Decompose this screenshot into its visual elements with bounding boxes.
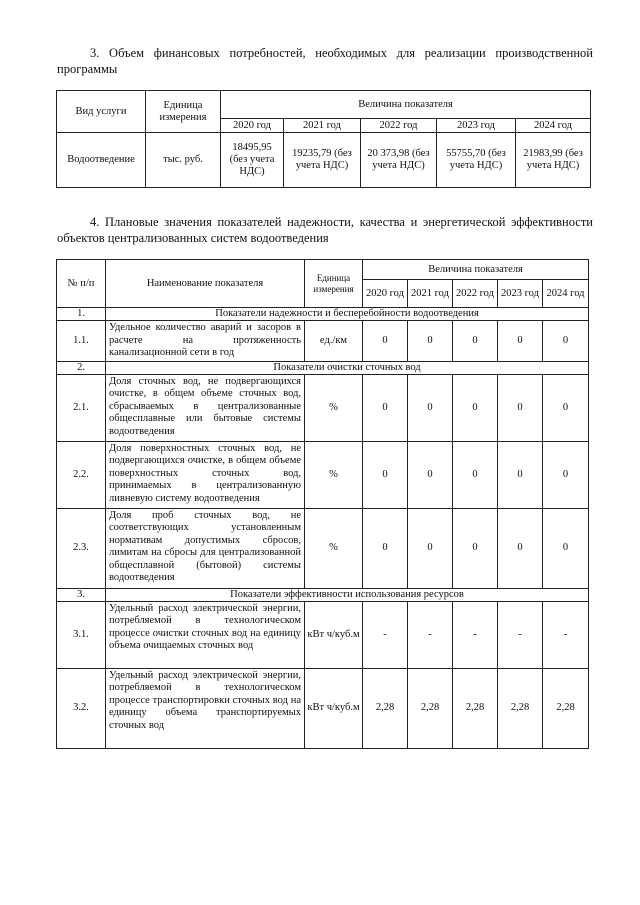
value-cell: - — [453, 601, 498, 668]
value-cell: 21983,99 (без учета НДС) — [516, 133, 591, 188]
value-cell: 0 — [543, 508, 589, 588]
value-cell: 0 — [498, 321, 543, 362]
value-cell: 0 — [408, 441, 453, 508]
row-number: 2.1. — [57, 374, 106, 441]
indicator-name: Удельный расход электрической энергии, потребляемой в технологическом процессе транспортировки сточных вод на единицу объема транспортируемых сточных вод — [106, 668, 305, 748]
value-cell: 0 — [363, 508, 408, 588]
indicator-name: Удельное количество аварий и засоров в расчете на протяженность канализационной сети в год — [106, 321, 305, 362]
value-cell: - — [498, 601, 543, 668]
value-cell: 0 — [543, 441, 589, 508]
year-header: 2024 год — [516, 119, 591, 133]
row-number: 3.1. — [57, 601, 106, 668]
value-cell: 2,28 — [543, 668, 589, 748]
value-cell: 0 — [453, 374, 498, 441]
year-header: 2022 год — [361, 119, 437, 133]
table-row — [57, 508, 589, 588]
section-row — [57, 308, 589, 321]
col-header-service: Вид услуги — [57, 91, 146, 133]
year-header: 2021 год — [408, 280, 453, 308]
year-header: 2021 год — [284, 119, 361, 133]
section-row — [57, 361, 589, 374]
unit-cell: % — [305, 441, 363, 508]
value-cell: - — [363, 601, 408, 668]
unit-cell: % — [305, 374, 363, 441]
col-header-value: Величина показателя — [363, 260, 589, 280]
unit-cell: кВт ч/куб.м — [305, 668, 363, 748]
col-header-unit: Единица измерения — [146, 91, 221, 133]
section-title: Показатели надежности и бесперебойности водоотведения — [106, 308, 589, 321]
service-cell: Водоотведение — [57, 133, 146, 188]
row-number: 2.2. — [57, 441, 106, 508]
year-header: 2023 год — [498, 280, 543, 308]
value-cell: 0 — [408, 374, 453, 441]
value-cell: 0 — [363, 374, 408, 441]
year-header: 2024 год — [543, 280, 589, 308]
unit-cell: % — [305, 508, 363, 588]
unit-cell: кВт ч/куб.м — [305, 601, 363, 668]
unit-cell: тыс. руб. — [146, 133, 221, 188]
value-cell: 2,28 — [363, 668, 408, 748]
value-cell: 0 — [408, 321, 453, 362]
value-cell: 0 — [363, 321, 408, 362]
indicators-table — [56, 259, 589, 749]
value-cell: 2,28 — [408, 668, 453, 748]
section-4-heading: 4. Плановые значения показателей надежности, качества и энергетической эффективности объектов централизованных систем водоотведения — [57, 215, 593, 245]
value-cell: 19235,79 (без учета НДС) — [284, 133, 361, 188]
value-cell: 0 — [543, 374, 589, 441]
col-header-name: Наименование показателя — [106, 260, 305, 308]
value-cell: 0 — [363, 441, 408, 508]
value-cell: 0 — [543, 321, 589, 362]
value-cell: 0 — [498, 374, 543, 441]
value-cell: - — [543, 601, 589, 668]
indicator-name: Доля сточных вод, не подвергающихся очистке, в общем объеме сточных вод, сбрасываемых в централизованные общесплавные или бытовые системы водоотведения — [106, 374, 305, 441]
row-number: 2. — [57, 361, 106, 374]
table-row — [57, 441, 589, 508]
col-header-num: № п/п — [57, 260, 106, 308]
value-cell: 0 — [498, 441, 543, 508]
value-cell: 0 — [453, 441, 498, 508]
table-row — [57, 374, 589, 441]
indicator-name: Доля поверхностных сточных вод, не подвергающихся очистке, в общем объеме поверхностных сточных вод, принимаемых в централизованную ливневую систему водоотведения — [106, 441, 305, 508]
financial-needs-table — [56, 90, 591, 188]
row-number: 3. — [57, 588, 106, 601]
year-header: 2022 год — [453, 280, 498, 308]
value-cell: - — [408, 601, 453, 668]
value-cell: 0 — [408, 508, 453, 588]
value-cell: 2,28 — [498, 668, 543, 748]
indicator-name: Доля проб сточных вод, не соответствующих установленным нормативам допустимых сбросов, лимитам на сбросы для централизованной общесплавной (бытовой) системы водоотведения — [106, 508, 305, 588]
table-row — [57, 133, 591, 188]
value-cell: 0 — [453, 508, 498, 588]
row-number: 3.2. — [57, 668, 106, 748]
value-cell: 0 — [453, 321, 498, 362]
col-header-unit: Единица измерения — [305, 260, 363, 308]
value-cell: 0 — [498, 508, 543, 588]
table-row — [57, 321, 589, 362]
indicator-name: Удельный расход электрической энергии, потребляемой в технологическом процессе очистки сточных вод на единицу объема очищаемых сточных вод — [106, 601, 305, 668]
table-row — [57, 601, 589, 668]
value-cell: 20 373,98 (без учета НДС) — [361, 133, 437, 188]
year-header: 2020 год — [221, 119, 284, 133]
unit-cell: ед./км — [305, 321, 363, 362]
row-number: 1.1. — [57, 321, 106, 362]
section-title: Показатели эффективности использования ресурсов — [106, 588, 589, 601]
table-row — [57, 668, 589, 748]
section-3-heading: 3. Объем финансовых потребностей, необходимых для реализации производственной программы — [57, 46, 593, 76]
year-header: 2023 год — [437, 119, 516, 133]
value-cell: 2,28 — [453, 668, 498, 748]
section-title: Показатели очистки сточных вод — [106, 361, 589, 374]
section-row — [57, 588, 589, 601]
year-header: 2020 год — [363, 280, 408, 308]
row-number: 1. — [57, 308, 106, 321]
value-cell: 55755,70 (без учета НДС) — [437, 133, 516, 188]
row-number: 2.3. — [57, 508, 106, 588]
col-header-value: Величина показателя — [221, 91, 591, 119]
value-cell: 18495,95 (без учета НДС) — [221, 133, 284, 188]
